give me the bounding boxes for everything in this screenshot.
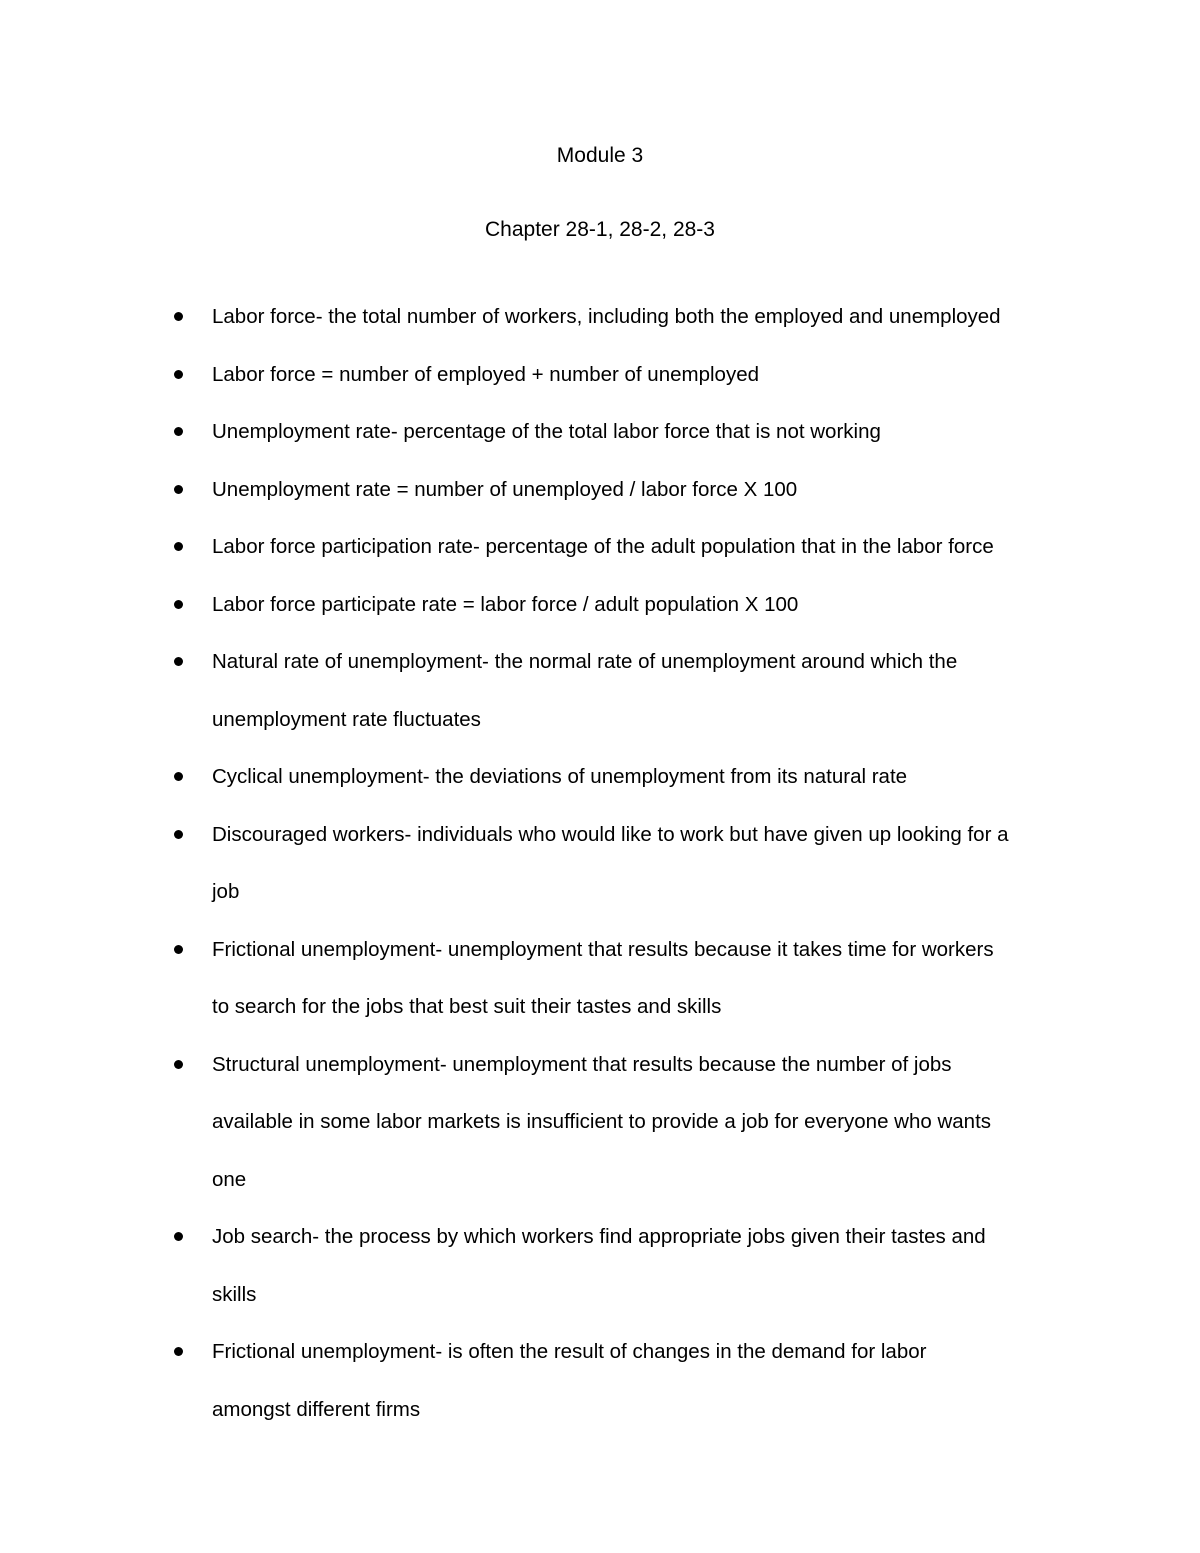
bullet-icon xyxy=(174,427,183,436)
list-item-text: unemployment rate fluctuates xyxy=(212,707,481,731)
bullet-icon xyxy=(174,945,183,954)
list-item xyxy=(0,576,1200,634)
bullet-icon xyxy=(174,1347,183,1356)
list-item xyxy=(0,1036,1200,1209)
list-item-text: Labor force- the total number of workers, including both the employed and unemployed xyxy=(212,305,1001,328)
list-item-text: skills xyxy=(212,1282,257,1306)
bullet-icon xyxy=(174,1060,183,1069)
list-item xyxy=(0,288,1200,346)
list-item-text: Labor force participate rate = labor force / adult population X 100 xyxy=(212,592,799,616)
list-item xyxy=(0,921,1200,1036)
list-item-text: Labor force = number of employed + number of unemployed xyxy=(212,362,759,386)
bullet-icon xyxy=(174,370,183,379)
list-item-text: Natural rate of unemployment- the normal rate of unemployment around which the xyxy=(212,650,958,673)
list-item-text: job xyxy=(212,880,240,903)
list-item xyxy=(0,1323,1200,1438)
list-item xyxy=(0,461,1200,519)
list-item xyxy=(0,518,1200,576)
notes-list xyxy=(0,288,1200,1438)
list-item-text: one xyxy=(212,1167,247,1191)
list-item-text: Frictional unemployment- is often the result of changes in the demand for labor xyxy=(212,1340,927,1363)
bullet-icon xyxy=(174,600,183,609)
bullet-icon xyxy=(174,485,183,494)
list-item-text: Job search- the process by which workers find appropriate jobs given their tastes and xyxy=(212,1225,986,1248)
list-item-text: Discouraged workers- individuals who would like to work but have given up looking for a xyxy=(212,822,1009,846)
list-item-text: amongst different firms xyxy=(212,1397,421,1421)
list-item xyxy=(0,748,1200,806)
bullet-icon xyxy=(174,830,183,839)
document-subtitle: Chapter 28-1, 28-2, 28-3 xyxy=(485,218,715,241)
list-item xyxy=(0,806,1200,921)
list-item-text: Unemployment rate = number of unemployed / labor force X 100 xyxy=(212,477,798,501)
list-item xyxy=(0,1208,1200,1323)
list-item-text: Frictional unemployment- unemployment that results because it takes time for workers xyxy=(212,937,994,961)
list-item-text: Structural unemployment- unemployment that results because the number of jobs xyxy=(212,1052,952,1076)
list-item xyxy=(0,403,1200,461)
list-item-text: to search for the jobs that best suit their tastes and skills xyxy=(212,995,722,1018)
bullet-icon xyxy=(174,312,183,321)
list-item xyxy=(0,633,1200,748)
list-item-text: Unemployment rate- percentage of the total labor force that is not working xyxy=(212,420,881,443)
list-item xyxy=(0,346,1200,404)
bullet-icon xyxy=(174,1232,183,1241)
list-item-text: Labor force participation rate- percentage of the adult population that in the labor force xyxy=(212,535,994,558)
bullet-icon xyxy=(174,657,183,666)
bullet-icon xyxy=(174,542,183,551)
list-item-text: Cyclical unemployment- the deviations of unemployment from its natural rate xyxy=(212,765,908,788)
list-item-text: available in some labor markets is insufficient to provide a job for everyone who wants xyxy=(212,1110,992,1133)
bullet-icon xyxy=(174,772,183,781)
document-title: Module 3 xyxy=(556,144,644,167)
